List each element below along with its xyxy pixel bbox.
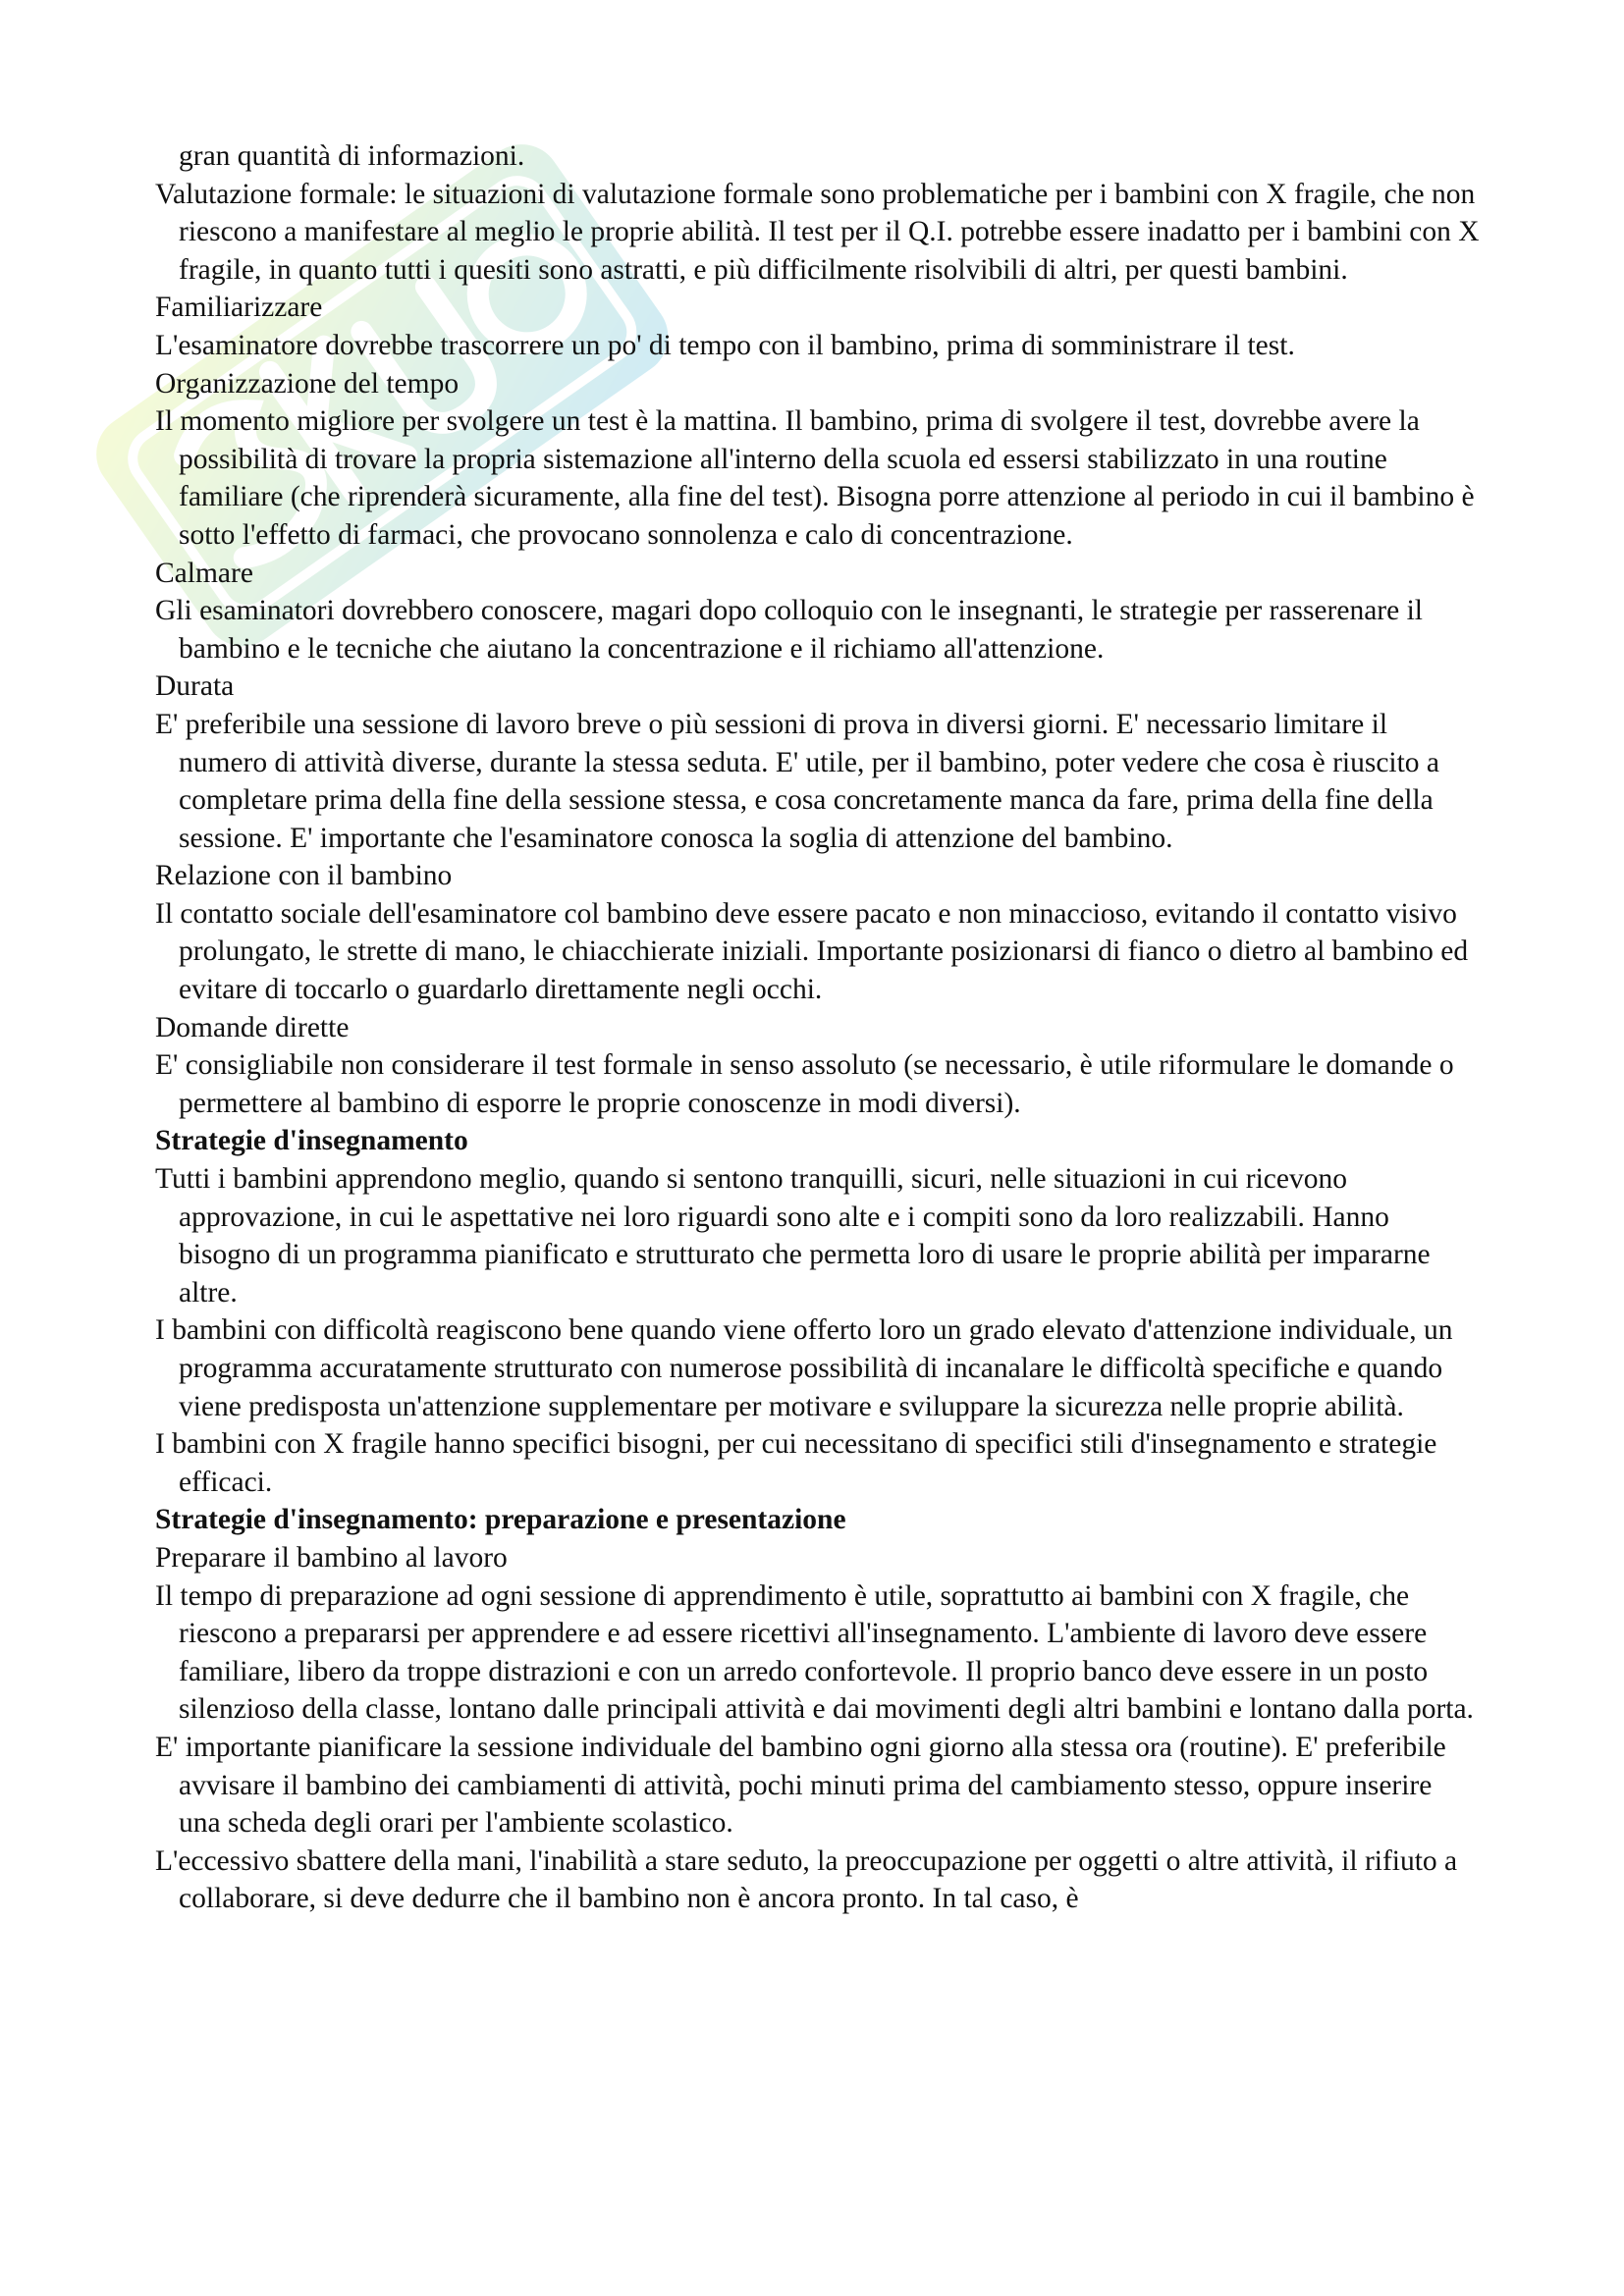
paragraph-familiarizzare: L'esaminatore dovrebbe trascorrere un po' di tempo con il bambino, prima di somministrare il test. — [155, 329, 1295, 361]
paragraph-strategie-2: I bambini con difficoltà reagiscono bene quando viene offerto loro un grado elevato d'attenzione individuale, un programma accuratamente strutturato con numerose possibilità di incanalare le difficoltà specifiche e quando viene predisposta un'attenzione supplementare per motivare e sviluppare la sicurezza nelle proprie abilità. — [155, 1314, 1453, 1422]
heading-strategie-preparazione: Strategie d'insegnamento: preparazione e presentazione — [155, 1504, 846, 1536]
paragraph-preparare-1: Il tempo di preparazione ad ogni sessione di apprendimento è utile, soprattutto ai bambini con X fragile, che riescono a prepararsi per apprendere e ad essere ricettivi all'insegnamento. L'ambiente di lavoro deve essere familiare, libero da troppe distrazioni e con un arredo confortevole. Il proprio banco deve essere in un posto silenzioso della classe, lontano dalle principali attività e dai movimenti degli altri bambini e lontano dalla porta. — [155, 1579, 1474, 1726]
document-body — [155, 137, 1481, 1918]
paragraph-preparare-3: L'eccessivo sbattere della mani, l'inabilità a stare seduto, la preoccupazione per oggetti o altre attività, il rifiuto a collaborare, si deve dedurre che il bambino non è ancora pronto. In tal caso, è — [155, 1844, 1458, 1915]
paragraph-relazione: Il contatto sociale dell'esaminatore col bambino deve essere pacato e non minaccioso, evitando il contatto visivo prolungato, le strette di mano, le chiacchierate iniziali. Importante posizionarsi di fianco o dietro al bambino ed evitare di toccarlo o guardarlo direttamente negli occhi. — [155, 897, 1469, 1006]
subheading-familiarizzare: Familiarizzare — [155, 292, 323, 324]
paragraph-durata: E' preferibile una sessione di lavoro breve o più sessioni di prova in diversi giorni. E' necessario limitare il numero di attività diverse, durante la stessa seduta. E' utile, per il bambino, poter vedere che cosa è riuscito a completare prima della fine della sessione stessa, e cosa concretamente manca da fare, prima della fine della sessione. E' importante che l'esaminatore conosca la soglia di attenzione del bambino. — [155, 708, 1440, 854]
subheading-durata: Durata — [155, 670, 235, 703]
subheading-domande: Domande dirette — [155, 1011, 350, 1043]
paragraph-strategie-3: I bambini con X fragile hanno specifici bisogni, per cui necessitano di specifici stili d'insegnamento e strategie efficaci. — [155, 1428, 1437, 1498]
paragraph-calmare: Gli esaminatori dovrebbero conoscere, magari dopo colloquio con le insegnanti, le strategie per rasserenare il bambino e le tecniche che aiutano la concentrazione e il richiamo all'attenzione. — [155, 595, 1423, 665]
subheading-organizzazione: Organizzazione del tempo — [155, 367, 460, 400]
subheading-preparare: Preparare il bambino al lavoro — [155, 1541, 508, 1574]
heading-strategie: Strategie d'insegnamento — [155, 1125, 468, 1157]
subheading-calmare: Calmare — [155, 557, 253, 589]
paragraph-strategie-1: Tutti i bambini apprendono meglio, quando si sentono tranquilli, sicuri, nelle situazioni in cui ricevono approvazione, in cui le aspettative nei loro riguardi sono alte e i compiti sono da loro realizzabili. Hanno bisogno di un programma pianificato e strutturato che permetta loro di usare le proprie abilità per impararne altre. — [155, 1163, 1431, 1308]
paragraph-domande: E' consigliabile non considerare il test formale in senso assoluto (se necessario, è utile riformulare le domande o permettere al bambino di esporre le proprie conoscenze in modi diversi). — [155, 1049, 1454, 1119]
paragraph-organizzazione: Il momento migliore per svolgere un test è la mattina. Il bambino, prima di svolgere il test, dovrebbe avere la possibilità di trovare la propria sistemazione all'interno della scuola ed essersi stabilizzato in una routine familiare (che riprenderà sicuramente, alla fine del test). Bisogna porre attenzione al periodo in cui il bambino è sotto l'effetto di farmaci, che provocano sonnolenza e calo di concentrazione. — [155, 405, 1475, 551]
subheading-relazione: Relazione con il bambino — [155, 860, 453, 892]
paragraph-preparare-2: E' importante pianificare la sessione individuale del bambino ogni giorno alla stessa ora (routine). E' preferibile avvisare il bambino dei cambiamenti di attività, pochi minuti prima del cambiamento stesso, oppure inserire una scheda degli orari per l'ambiente scolastico. — [155, 1731, 1446, 1840]
paragraph-valutazione-formale: Valutazione formale: le situazioni di valutazione formale sono problematiche per i bambini con X fragile, che non riescono a manifestare al meglio le proprie abilità. Il test per il Q.I. potrebbe essere inadatto per i bambini con X fragile, in quanto tutti i quesiti sono astratti, e più difficilmente risolvibili di altri, per questi bambini. — [155, 178, 1480, 286]
paragraph-continuation: gran quantità di informazioni. — [179, 140, 525, 172]
